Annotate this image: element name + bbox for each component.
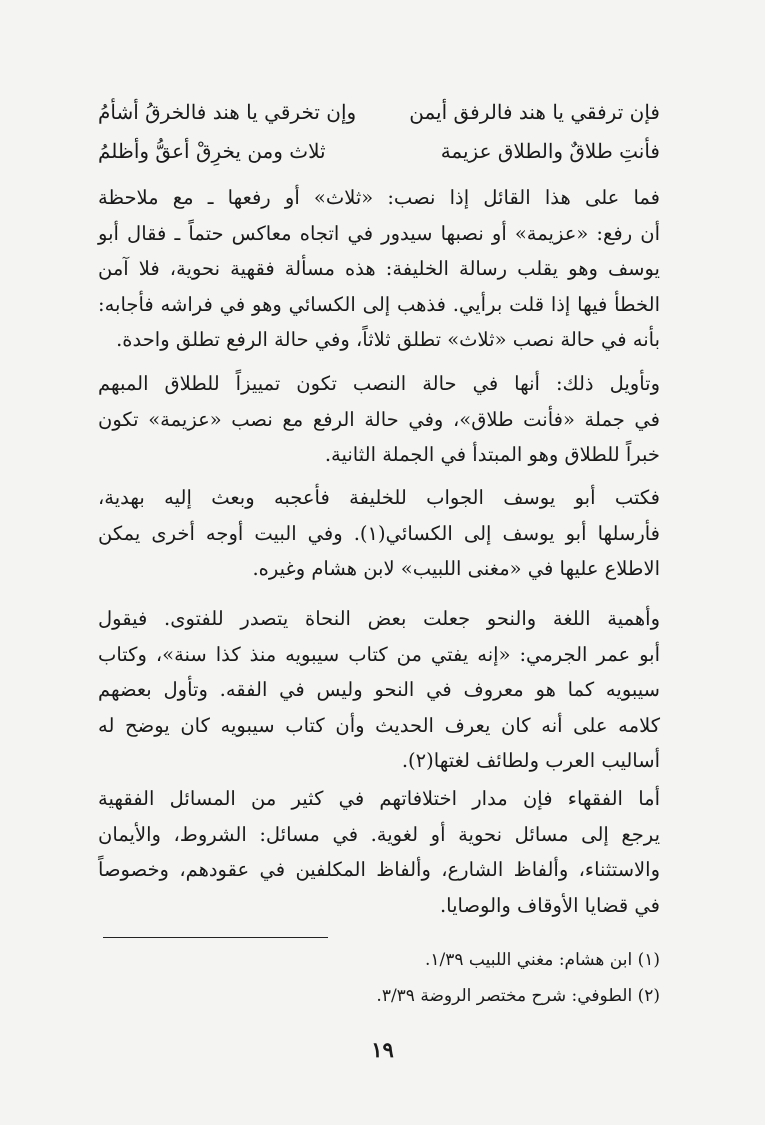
paragraph-line: في جملة «فأنت طلاق»، وفي حالة الرفع مع نصب «عزيمة» تكون — [98, 407, 660, 431]
paragraph-line: الاطلاع عليها في «مغنى اللبيب» لابن هشام وغيره. — [252, 557, 660, 580]
paragraph-line: كلامه على أنه كان يعرف الحديث وأن كتاب سيبويه كان يوضح له — [98, 713, 660, 737]
paragraph-line: فكتب أبو يوسف الجواب للخليفة فأعجبه وبعث إليه بهدية، — [98, 486, 660, 509]
paragraph — [98, 781, 660, 923]
paragraph — [98, 366, 660, 473]
paragraph-line: أبو عمر الجرمي: «إنه يفتي من كتاب سيبويه منذ كذا سنة»، وكتاب — [98, 642, 660, 666]
footnote: (٢) الطوفي: شرح مختصر الروضة ٣/٣٩. — [376, 986, 660, 1006]
verse-second-hemistich: وإن تخرقي يا هند فالخرقُ أشأمُ — [98, 100, 357, 124]
paragraph-line: أساليب العرب ولطائف لغتها(٢). — [401, 749, 660, 772]
paragraph-line: أما الفقهاء فإن مدار اختلافاتهم في كثير من المسائل الفقهية — [98, 787, 660, 810]
paragraph-line: بأنه في حالة نصب «ثلاث» تطلق ثلاثاً، وفي حالة الرفع تطلق واحدة. — [116, 328, 660, 351]
paragraph-line: خبراً للطلاق وهو المبتدأ في الجملة الثانية. — [324, 443, 660, 466]
footnote: (١) ابن هشام: مغني اللبيب ١/٣٩. — [424, 950, 660, 970]
paragraph-line: يرجع إلى مسائل نحوية أو لغوية. في مسائل: الشروط، والأيمان — [98, 822, 660, 846]
paragraph — [98, 180, 660, 358]
verse-first-hemistich: فأنتِ طلاقٌ والطلاق عزيمة — [440, 139, 660, 163]
paragraph-line: فأرسلها أبو يوسف إلى الكسائي(١). وفي البيت أوجه أخرى يمكن — [98, 521, 660, 545]
paragraph-line: فما على هذا القائل إذا نصب: «ثلاث» أو رفعها ـ مع ملاحظة — [98, 186, 660, 209]
paragraph-line: وأهمية اللغة والنحو جعلت بعض النحاة يتصدر للفتوى. فيقول — [98, 607, 660, 630]
paragraph-line: وتأويل ذلك: أنها في حالة النصب تكون تمييزاً للطلاق المبهم — [98, 372, 660, 395]
paragraph-line: الخطأ فيها إذا قلت برأيي. فذهب إلى الكسائي وهو في فراشه فأجابه: — [98, 292, 660, 316]
paragraph-line: في قضايا الأوقاف والوصايا. — [439, 893, 660, 917]
paragraph — [98, 601, 660, 779]
poem-verse — [98, 100, 660, 140]
poem-verse — [98, 139, 660, 179]
footnote-divider — [103, 937, 328, 938]
paragraph-line: أن رفع: «عزيمة» أو نصبها سيدور في اتجاه معاكس حتماً ـ فقال أبو — [98, 221, 660, 245]
paragraph — [98, 480, 660, 587]
page-number: ١٩ — [371, 1037, 394, 1062]
verse-first-hemistich: فإن ترفقي يا هند فالرفق أيمن — [409, 100, 660, 124]
paragraph-line: يوسف وهو يقلب رسالة الخليفة: هذه مسألة فقهية نحوية، فلا آمن — [98, 257, 660, 280]
verse-second-hemistich: ثلاث ومن يخرِقْ أعقُّ وأظلمُ — [98, 139, 326, 163]
paragraph-line: سيبويه كما هو معروف في النحو وليس في الفقه. وتأول بعضهم — [98, 678, 660, 701]
paragraph-line: والاستثناء، وألفاظ الشارع، وألفاظ المكلفين في عقودهم، وخصوصاً — [98, 858, 660, 881]
